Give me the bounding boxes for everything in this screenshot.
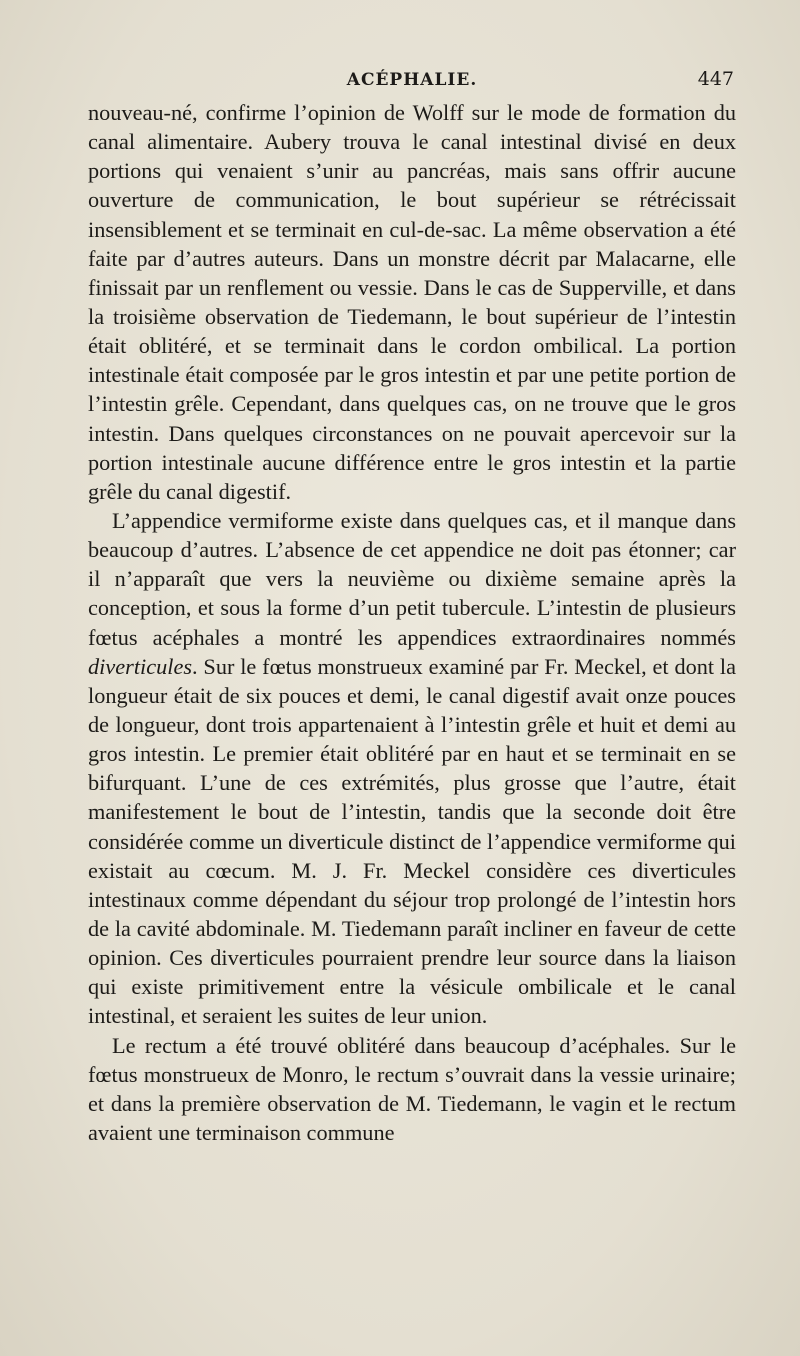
page-header [88, 62, 736, 102]
paragraph-segment: . Sur le fœtus monstrueux examiné par Fr. Meckel, et dont la longueur était de six pouces et demi, le canal digestif avait onze pouces de longueur, dont trois appartenaient à l’intestin grêle et huit et demi au gros intestin. Le premier était oblitéré par en haut et se terminait en se bifurquant. L’une de ces extrémités, plus grosse que l’autre, était manifestement le bout de l’intestin, tandis que la seconde doit être considérée comme un diverticule distinct de l’appendice vermiforme qui existait au cœcum. M. J. Fr. Meckel considère ces diverticules intestinaux comme dépendant du séjour trop prolongé de l’intestin hors de la cavité abdominale. M. Tiedemann paraît incliner en faveur de cette opinion. Ces diverticules pourraient prendre leur source dans la liaison qui existe primitivement entre la vésicule ombilicale et le canal intestinal, et seraient les suites de leur union. [88, 653, 736, 1029]
italic-term-diverticules: diverticules [88, 653, 193, 679]
paragraph-segment: L’appendice vermiforme existe dans quelques cas, et il manque dans beaucoup d’autres. L’absence de cet appendice ne doit pas étonner; car il n’apparaît que vers la neuvième ou dixième semaine après la conception, et sous la forme d’un petit tubercule. L’intestin de plusieurs fœtus acéphales a montré les appendices extraordinaires nommés [88, 507, 736, 650]
paragraph-segment: Le rectum a été trouvé oblitéré dans beaucoup d’acéphales. Sur le fœtus monstrueux de Monro, le rectum s’ouvrait dans la vessie urinaire; et dans la première observation de M. Tiedemann, le vagin et le rectum avaient une terminaison commune [88, 1032, 736, 1145]
paragraph-2 [88, 506, 736, 1031]
paragraph-1 [88, 98, 736, 506]
page-number: 447 [697, 68, 734, 90]
paragraph-3 [88, 1031, 736, 1148]
paragraph-segment: nouveau-né, confirme l’opinion de Wolff sur le mode de formation du canal alimentaire. Aubery trouva le canal intestinal divisé en deux portions qui venaient s’unir au pancréas, mais sans offrir aucune ouverture de communication, le bout supérieur se rétrécissait insensiblement et se terminait en cul-de-sac. La même observation a été faite par d’autres auteurs. Dans un monstre décrit par Malacarne, elle finissait par un renflement ou vessie. Dans le cas de Supperville, et dans la troisième observation de Tiedemann, le bout supérieur de l’intestin était oblitéré, et se terminait dans le cordon ombilical. La portion intestinale était composée par le gros intestin et par une petite portion de l’intestin grêle. Cependant, dans quelques cas, on ne trouve que le gros intestin. Dans quelques circonstances on ne pouvait apercevoir sur la portion intestinale aucune différence entre le gros intestin et la partie grêle du canal digestif. [88, 100, 736, 504]
body-text [88, 98, 736, 1147]
running-title: ACÉPHALIE. [346, 70, 478, 90]
